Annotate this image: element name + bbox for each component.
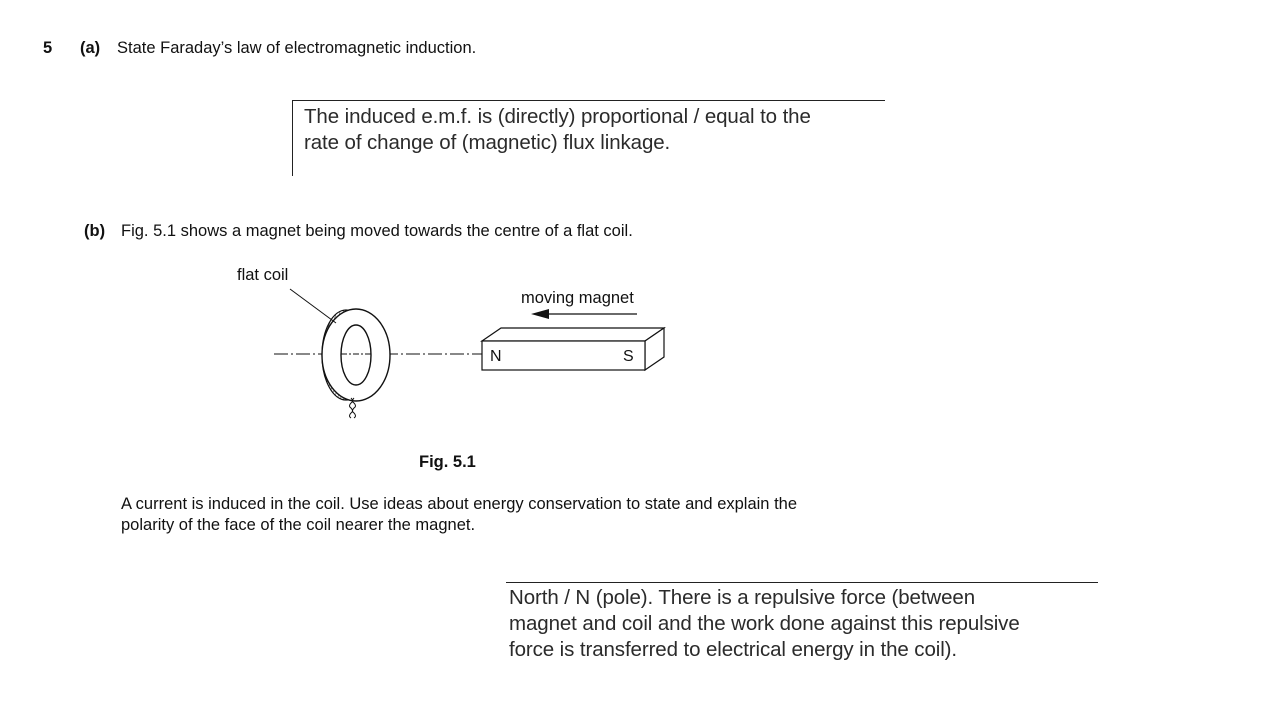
answer-b-line: North / N (pole). There is a repulsive force (between bbox=[509, 586, 976, 609]
coil-outer-ring bbox=[322, 309, 390, 401]
answer-box-b[interactable] bbox=[506, 582, 1098, 668]
question-number: 5 bbox=[43, 39, 53, 57]
flat-coil bbox=[322, 309, 390, 418]
motion-arrow bbox=[531, 309, 637, 319]
pole-n-label: N bbox=[490, 348, 502, 365]
coil-label-line bbox=[290, 289, 336, 323]
answer-b-line: force is transferred to electrical energy in the coil). bbox=[509, 638, 957, 661]
part-a-label: (a) bbox=[80, 39, 101, 57]
answer-b-text bbox=[509, 585, 1020, 663]
part-b-instruction-line: polarity of the face of the coil nearer the magnet. bbox=[121, 516, 476, 534]
answer-a-line: The induced e.m.f. is (directly) proportional / equal to the bbox=[304, 105, 811, 128]
magnet-front-face bbox=[482, 341, 645, 370]
answer-a-line: rate of change of (magnetic) flux linkage. bbox=[304, 131, 671, 154]
coil-label: flat coil bbox=[237, 266, 289, 284]
figure-caption: Fig. 5.1 bbox=[419, 453, 476, 471]
magnet-label: moving magnet bbox=[521, 289, 634, 307]
answer-b-line: magnet and coil and the work done against this repulsive bbox=[509, 612, 1020, 635]
part-b-instruction-line: A current is induced in the coil. Use ideas about energy conservation to state and explain the bbox=[121, 495, 798, 513]
bar-magnet bbox=[482, 328, 664, 370]
magnet-top-face bbox=[482, 328, 664, 341]
part-b-prompt: Fig. 5.1 shows a magnet being moved towards the centre of a flat coil. bbox=[121, 222, 633, 240]
part-b-label: (b) bbox=[84, 222, 106, 240]
part-a-prompt: State Faraday’s law of electromagnetic induction. bbox=[117, 39, 477, 57]
pole-s-label: S bbox=[623, 348, 634, 365]
